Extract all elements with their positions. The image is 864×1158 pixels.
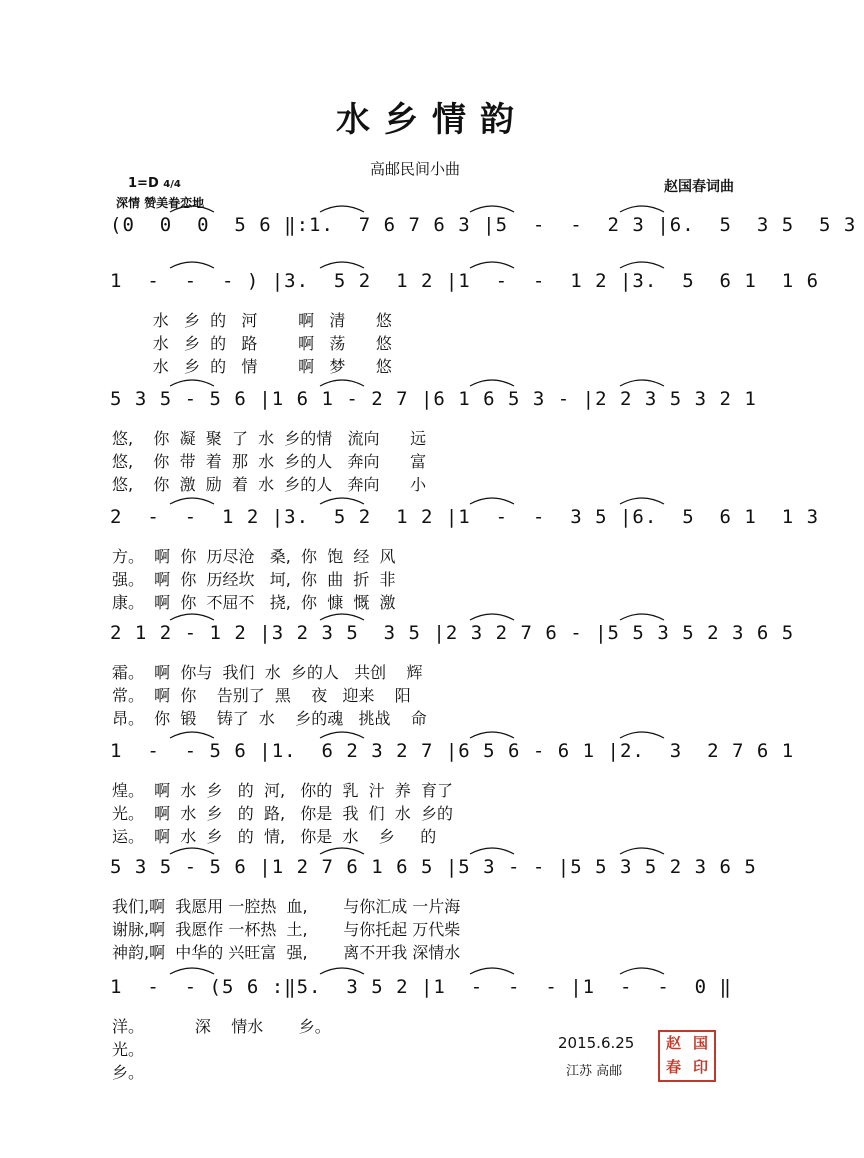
slur bbox=[620, 968, 664, 974]
slur-marks bbox=[110, 608, 750, 622]
notation-line: 1 - - - ) |3. 5 2 1 2 |1 - - 1 2 |3. 5 6 1 1 6 bbox=[110, 270, 820, 292]
notation-line: 1 - - (5 6 :‖5. 3 5 2 |1 - - - |1 - - 0 ‖ bbox=[110, 976, 732, 998]
score-system bbox=[110, 206, 857, 246]
score-system bbox=[110, 498, 820, 538]
notation-line: (0 0 0 5 6 ‖:1. 7 6 7 6 3 |5 - - 2 3 |6. 5 3 5 5 3 bbox=[110, 214, 857, 236]
slur bbox=[170, 380, 214, 386]
slur-marks bbox=[110, 962, 750, 976]
place: 江苏 高邮 bbox=[566, 1064, 623, 1079]
slur-marks bbox=[110, 492, 750, 506]
slur bbox=[470, 968, 514, 974]
slur bbox=[320, 206, 364, 212]
slur bbox=[170, 262, 214, 268]
slur bbox=[470, 498, 514, 504]
slur-marks bbox=[110, 374, 750, 388]
slur bbox=[620, 262, 664, 268]
lyric-line: 常。 啊 你 告别了 黑 夜 迎来 阳 bbox=[112, 686, 411, 705]
lyric-line: 谢脉,啊 我愿作 一杯热 土, 与你托起 万代柴 bbox=[112, 920, 461, 939]
slur bbox=[470, 262, 514, 268]
slur bbox=[320, 262, 364, 268]
slur-marks bbox=[110, 200, 750, 214]
lyric-line: 霜。 啊 你与 我们 水 乡的人 共创 辉 bbox=[112, 663, 423, 682]
notation-line: 1 - - 5 6 |1. 6 2 3 2 7 |6 5 6 - 6 1 |2. 3 2 7 6 1 bbox=[110, 740, 795, 762]
score-system bbox=[110, 968, 750, 1008]
slur-marks bbox=[110, 726, 750, 740]
lyric-line: 神韵,啊 中华的 兴旺富 强, 离不开我 深情水 bbox=[112, 943, 461, 962]
slur bbox=[170, 206, 214, 212]
slur bbox=[320, 968, 364, 974]
seal-stamp bbox=[658, 1030, 716, 1082]
date: 2015.6.25 bbox=[558, 1034, 635, 1052]
slur bbox=[170, 848, 214, 854]
key-signature bbox=[128, 176, 181, 191]
score-system bbox=[110, 848, 757, 888]
lyric-line: 昂。 你 锻 铸了 水 乡的魂 挑战 命 bbox=[112, 709, 427, 728]
lyric-line: 乡。 bbox=[112, 1063, 145, 1082]
notation-line: 2 1 2 - 1 2 |3 2 3 5 3 5 |2 3 2 7 6 - |5 5 3 5 2 3 6 5 bbox=[110, 622, 795, 644]
seal-char: 印 bbox=[692, 1058, 708, 1076]
notation-line: 5 3 5 - 5 6 |1 6 1 - 2 7 |6 1 6 5 3 - |2 2 3 5 3 2 1 bbox=[110, 388, 757, 410]
notation-line: 5 3 5 - 5 6 |1 2 7 6 1 6 5 |5 3 - - |5 5 3 5 2 3 6 5 bbox=[110, 856, 757, 878]
tempo-marking: 深情 赞美眷恋地 bbox=[116, 196, 205, 210]
lyric-line: 方。 啊 你 历尽沧 桑, 你 饱 经 风 bbox=[112, 547, 396, 566]
slur bbox=[470, 848, 514, 854]
slur-marks bbox=[110, 842, 750, 856]
lyric-line: 煌。 啊 水 乡 的 河, 你的 乳 汁 养 育了 bbox=[112, 781, 453, 800]
seal-char: 国 bbox=[692, 1034, 708, 1052]
slur bbox=[620, 498, 664, 504]
lyric-line: 水 乡 的 路 啊 荡 悠 bbox=[112, 334, 392, 353]
lyric-line: 光。 bbox=[112, 1040, 145, 1059]
slur bbox=[470, 380, 514, 386]
lyric-line: 悠, 你 带 着 那 水 乡的人 奔向 富 bbox=[112, 452, 427, 471]
slur bbox=[620, 206, 664, 212]
slur bbox=[620, 380, 664, 386]
lyric-line: 悠, 你 凝 聚 了 水 乡的情 流向 远 bbox=[112, 429, 427, 448]
slur bbox=[170, 498, 214, 504]
lyric-line: 运。 啊 水 乡 的 情, 你是 水 乡 的 bbox=[112, 827, 437, 846]
lyric-line: 康。 啊 你 不屈不 挠, 你 慷 慨 激 bbox=[112, 593, 396, 612]
slur bbox=[620, 848, 664, 854]
slur bbox=[470, 732, 514, 738]
slur bbox=[320, 380, 364, 386]
key-text: 1=D bbox=[128, 176, 159, 191]
slur-marks bbox=[110, 256, 750, 270]
slur bbox=[170, 968, 214, 974]
slur bbox=[620, 614, 664, 620]
slur bbox=[320, 614, 364, 620]
lyric-line: 强。 啊 你 历经坎 坷, 你 曲 折 非 bbox=[112, 570, 396, 589]
notation-line: 2 - - 1 2 |3. 5 2 1 2 |1 - - 3 5 |6. 5 6 1 1 3 bbox=[110, 506, 820, 528]
slur bbox=[170, 732, 214, 738]
composer-credit: 赵国春词曲 bbox=[664, 179, 734, 195]
score-system bbox=[110, 732, 795, 772]
lyric-line: 光。 啊 水 乡 的 路, 你是 我 们 水 乡的 bbox=[112, 804, 453, 823]
score-system bbox=[110, 614, 795, 654]
subtitle: 高邮民间小曲 bbox=[370, 160, 461, 178]
lyric-line: 悠, 你 激 励 着 水 乡的人 奔向 小 bbox=[112, 475, 427, 494]
score-system bbox=[110, 380, 757, 420]
lyric-line: 我们,啊 我愿用 一腔热 血, 与你汇成 一片海 bbox=[112, 897, 461, 916]
lyric-line: 水 乡 的 河 啊 清 悠 bbox=[112, 311, 392, 330]
slur bbox=[320, 732, 364, 738]
seal-char: 赵 bbox=[665, 1034, 681, 1052]
slur bbox=[320, 498, 364, 504]
lyric-line: 洋。 深 情水 乡。 bbox=[112, 1017, 331, 1036]
slur bbox=[170, 614, 214, 620]
time-signature: 4/4 bbox=[163, 179, 181, 190]
slur bbox=[620, 732, 664, 738]
page-title: 水乡情韵 bbox=[336, 100, 528, 140]
slur bbox=[470, 614, 514, 620]
score-system bbox=[110, 262, 820, 302]
slur bbox=[320, 848, 364, 854]
seal-char: 春 bbox=[665, 1058, 681, 1076]
slur bbox=[470, 206, 514, 212]
lyric-line: 水 乡 的 情 啊 梦 悠 bbox=[112, 357, 392, 376]
